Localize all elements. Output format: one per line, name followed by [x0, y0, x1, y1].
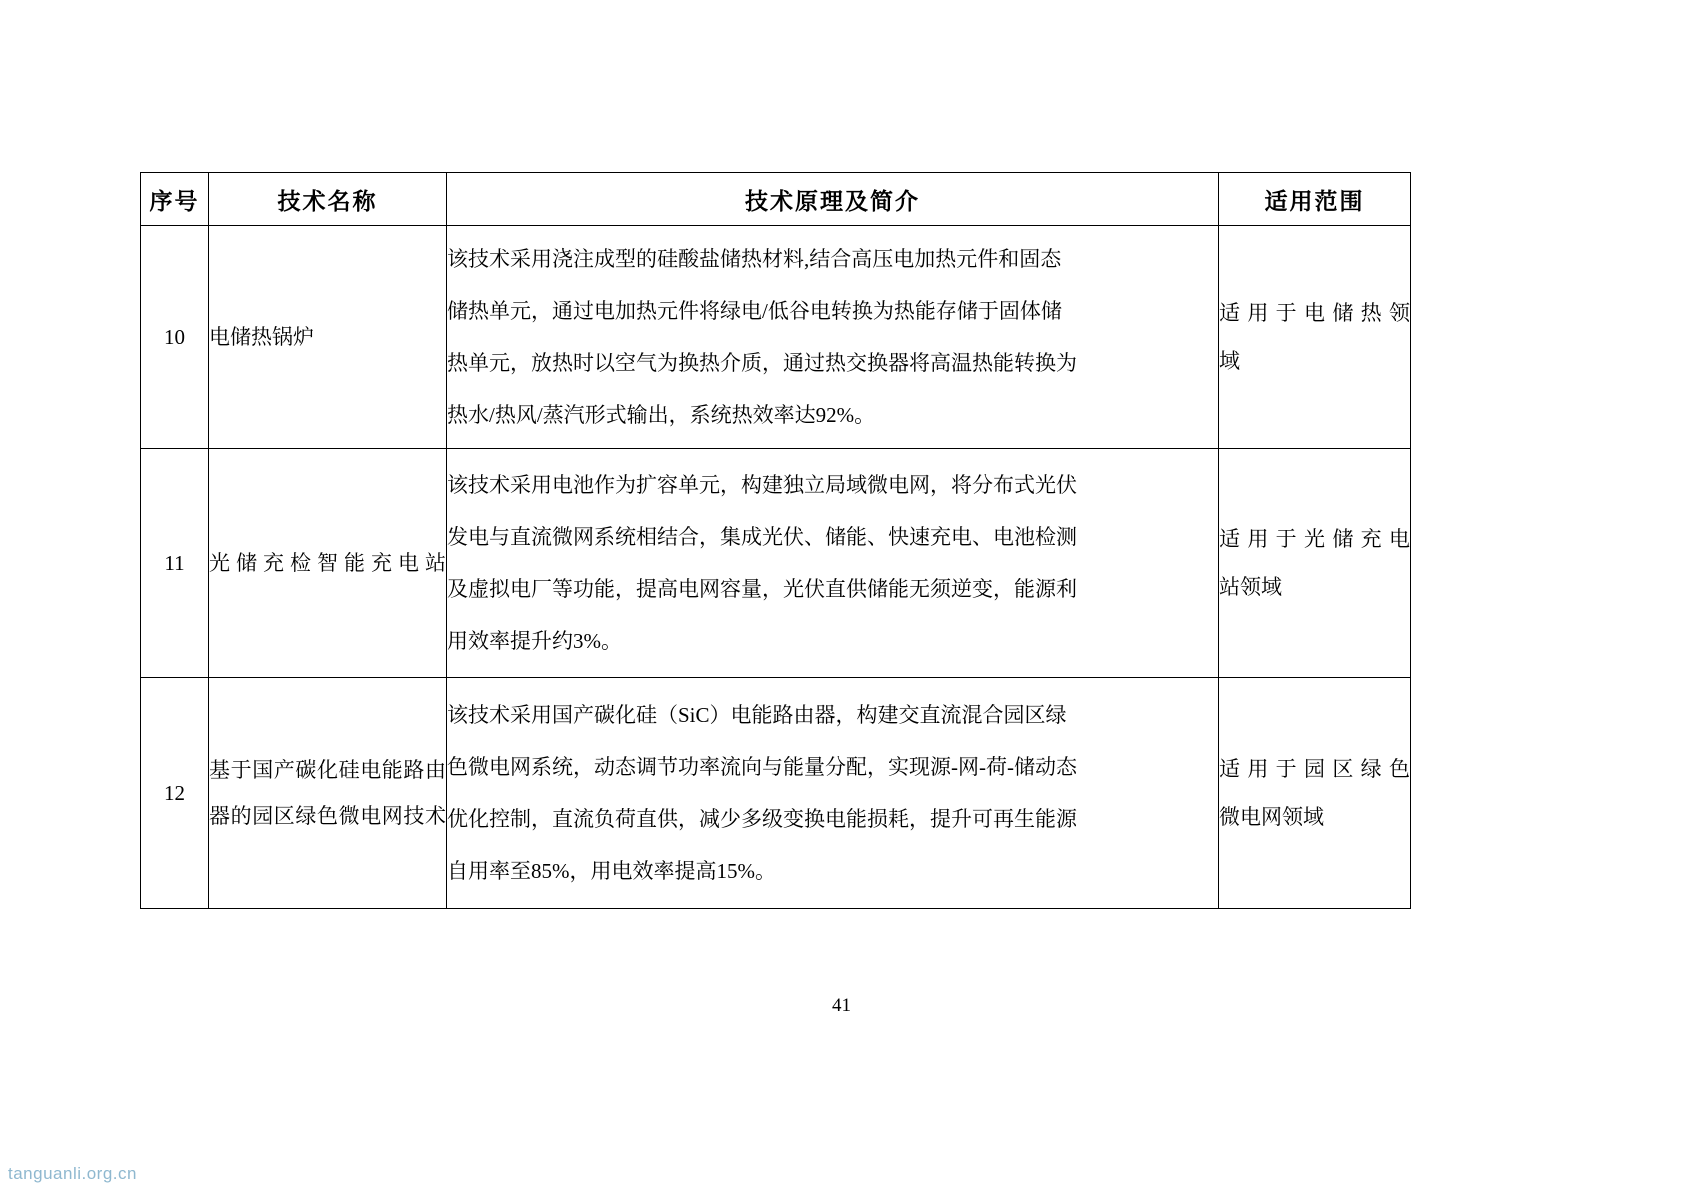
scope-line: 站领域 [1219, 575, 1282, 599]
technology-scope [1219, 678, 1411, 909]
technology-scope [1219, 449, 1411, 678]
row-number: 11 [141, 449, 209, 678]
description-line: 该技术采用国产碳化硅（SiC）电能路由器，构建交直流混合园区绿 [447, 703, 1067, 727]
table-row [141, 449, 1411, 678]
scope-line: 适用于电储热领 [1219, 301, 1410, 325]
technology-description [447, 226, 1219, 449]
technology-name: 电储热锅炉 [209, 226, 447, 449]
technology-name: 基于国产碳化硅电能路由器的园区绿色微电网技术 [209, 678, 447, 909]
description-line: 储热单元，通过电加热元件将绿电/低谷电转换为热能存储于固体储 [447, 299, 1062, 323]
description-line: 该技术采用电池作为扩容单元，构建独立局域微电网，将分布式光伏 [447, 473, 1077, 497]
header-description: 技术原理及简介 [447, 173, 1219, 226]
technology-table [140, 172, 1411, 909]
description-line: 及虚拟电厂等功能，提高电网容量，光伏直供储能无须逆变，能源利 [447, 577, 1077, 601]
technology-name: 光储充检智能充电站 [209, 449, 447, 678]
description-line: 热单元，放热时以空气为换热介质，通过热交换器将高温热能转换为 [447, 351, 1077, 375]
table-row [141, 226, 1411, 449]
description-line: 色微电网系统，动态调节功率流向与能量分配，实现源-网-荷-储动态 [447, 755, 1077, 779]
page-number: 41 [832, 995, 851, 1016]
watermark: tanguanli.org.cn [8, 1164, 137, 1183]
technology-scope [1219, 226, 1411, 449]
description-line: 热水/热风/蒸汽形式输出，系统热效率达92%。 [447, 403, 876, 427]
description-line: 该技术采用浇注成型的硅酸盐储热材料,结合高压电加热元件和固态 [447, 247, 1062, 271]
header-scope: 适用范围 [1219, 173, 1411, 226]
scope-line: 适用于园区绿色 [1219, 757, 1410, 781]
description-line: 优化控制，直流负荷直供，减少多级变换电能损耗，提升可再生能源 [447, 807, 1077, 831]
scope-line: 微电网领域 [1219, 805, 1324, 829]
row-number: 10 [141, 226, 209, 449]
scope-line: 域 [1219, 349, 1240, 373]
table-row [141, 678, 1411, 909]
technology-description [447, 449, 1219, 678]
description-line: 自用率至85%，用电效率提高15%。 [447, 859, 776, 883]
description-line: 用效率提升约3%。 [447, 629, 622, 653]
description-line: 发电与直流微网系统相结合，集成光伏、储能、快速充电、电池检测 [447, 525, 1077, 549]
scope-line: 适用于光储充电 [1219, 527, 1410, 551]
header-no: 序号 [141, 173, 209, 226]
row-number: 12 [141, 678, 209, 909]
table-header-row [141, 173, 1411, 226]
technology-description [447, 678, 1219, 909]
header-name: 技术名称 [209, 173, 447, 226]
